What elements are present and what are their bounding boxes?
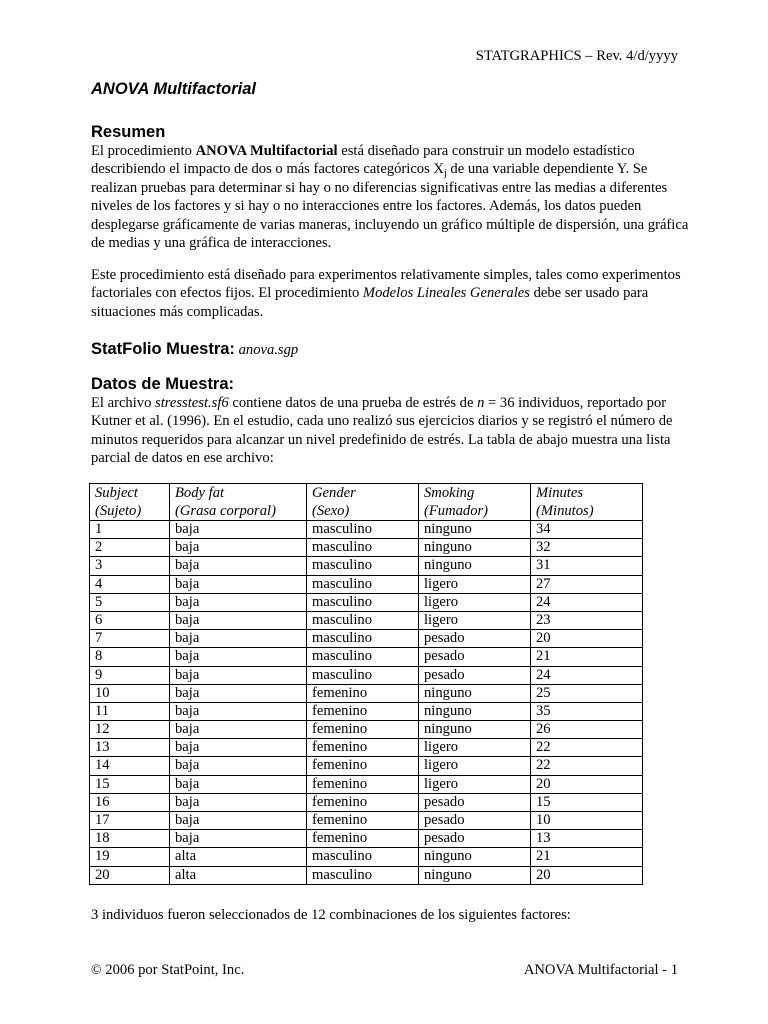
table-cell: 18 — [90, 830, 170, 848]
table-cell: 20 — [531, 866, 643, 884]
resumen-paragraph-2 — [91, 266, 691, 321]
table-cell: masculino — [307, 575, 419, 593]
table-cell: ligero — [419, 611, 531, 629]
resumen-paragraph-1 — [91, 142, 691, 252]
table-cell: pesado — [419, 666, 531, 684]
table-row — [90, 575, 643, 593]
table-cell: femenino — [307, 757, 419, 775]
table-cell: baja — [170, 812, 307, 830]
table-row — [90, 812, 643, 830]
table-row — [90, 648, 643, 666]
table-header-row — [90, 484, 643, 521]
table-row — [90, 521, 643, 539]
table-cell: femenino — [307, 793, 419, 811]
statfolio-heading: StatFolio Muestra: — [91, 340, 235, 358]
table-cell: 31 — [531, 557, 643, 575]
italic-filename: stresstest.sf6 — [155, 395, 229, 411]
table-cell: baja — [170, 557, 307, 575]
table-cell: masculino — [307, 648, 419, 666]
table-cell: baja — [170, 793, 307, 811]
table-cell: ninguno — [419, 866, 531, 884]
table-cell: ninguno — [419, 848, 531, 866]
table-cell: 1 — [90, 521, 170, 539]
table-cell: ninguno — [419, 684, 531, 702]
table-cell: ligero — [419, 757, 531, 775]
table-cell: 20 — [531, 630, 643, 648]
table-cell: 27 — [531, 575, 643, 593]
table-cell: 12 — [90, 721, 170, 739]
text-run: El procedimiento — [91, 143, 196, 159]
table-cell: masculino — [307, 593, 419, 611]
table-cell: 24 — [531, 666, 643, 684]
table-cell: masculino — [307, 866, 419, 884]
resumen-paragraph-2-block — [91, 266, 691, 321]
table-row — [90, 757, 643, 775]
table-cell: 16 — [90, 793, 170, 811]
resumen-heading: Resumen — [91, 123, 166, 141]
table-cell: 22 — [531, 757, 643, 775]
table-cell: 21 — [531, 848, 643, 866]
table-cell: ligero — [419, 593, 531, 611]
italic-n: n — [477, 395, 485, 411]
table-cell: 20 — [531, 775, 643, 793]
table-row — [90, 830, 643, 848]
table-cell: ninguno — [419, 521, 531, 539]
table-cell: 13 — [531, 830, 643, 848]
table-cell: femenino — [307, 721, 419, 739]
table-cell: baja — [170, 757, 307, 775]
footer-left — [91, 961, 244, 980]
table-cell: masculino — [307, 539, 419, 557]
table-row — [90, 684, 643, 702]
text-run: de una variable dependiente Y. Se realizan pruebas para determinar si hay o no diferencias significativas entre las medias a diferentes niveles de los factores y si hay o no interacciones entre los factores. Además, los datos pueden desplegarse gráficamente de varias maneras, incluyendo un gráfico múltiple de dispersión, una gráfica de medias y una gráfica de interacciones. — [91, 161, 689, 252]
table-cell: baja — [170, 630, 307, 648]
footer-page-label: ANOVA Multifactorial - 1 — [523, 962, 678, 978]
table-cell: 8 — [90, 648, 170, 666]
table-cell: femenino — [307, 684, 419, 702]
table-cell: 21 — [531, 648, 643, 666]
header-subject: Subject (Sujeto) — [90, 484, 170, 521]
table-cell: 17 — [90, 812, 170, 830]
table-row — [90, 702, 643, 720]
text-run: El archivo — [91, 395, 156, 411]
table-row — [90, 775, 643, 793]
table-row — [90, 721, 643, 739]
closing-sentence: 3 individuos fueron seleccionados de 12 combinaciones de los siguientes factores: — [91, 907, 571, 923]
table-cell: 19 — [90, 848, 170, 866]
table-cell: baja — [170, 666, 307, 684]
table-cell: 13 — [90, 739, 170, 757]
table-row — [90, 557, 643, 575]
subscript: j — [443, 168, 447, 180]
table-cell: femenino — [307, 812, 419, 830]
table-row — [90, 593, 643, 611]
table-cell: baja — [170, 721, 307, 739]
table-row — [90, 630, 643, 648]
table-cell: 14 — [90, 757, 170, 775]
table-cell: 7 — [90, 630, 170, 648]
text-run: debe ser usado para situaciones más complicadas. — [91, 285, 649, 320]
table-cell: 4 — [90, 575, 170, 593]
table-cell: 25 — [531, 684, 643, 702]
table-cell: masculino — [307, 557, 419, 575]
table-cell: 24 — [531, 593, 643, 611]
italic-term: Modelos Lineales Generales — [362, 285, 530, 302]
table-row — [90, 611, 643, 629]
table-cell: pesado — [419, 812, 531, 830]
datos-heading: Datos de Muestra: — [91, 375, 235, 393]
table-cell: ninguno — [419, 557, 531, 575]
table-cell: baja — [170, 575, 307, 593]
table-cell: baja — [170, 521, 307, 539]
table-cell: 20 — [90, 866, 170, 884]
table-cell: baja — [170, 775, 307, 793]
table-cell: baja — [170, 593, 307, 611]
table-cell: femenino — [307, 775, 419, 793]
resumen-section — [91, 122, 691, 252]
table-row — [90, 848, 643, 866]
text-run: Este procedimiento está diseñado para experimentos relativamente simples, tales como experimentos factoriales con efectos fijos. El procedimiento — [91, 267, 681, 302]
table-cell: 2 — [90, 539, 170, 557]
table-cell: alta — [170, 848, 307, 866]
header-minutes: Minutes (Minutos) — [531, 484, 643, 521]
table-cell: ninguno — [419, 702, 531, 720]
table-cell: pesado — [419, 648, 531, 666]
table-cell: baja — [170, 539, 307, 557]
datos-section — [91, 374, 691, 468]
table-cell: 32 — [531, 539, 643, 557]
table-cell: ligero — [419, 575, 531, 593]
table-cell: baja — [170, 684, 307, 702]
table-cell: 15 — [90, 775, 170, 793]
footer-copyright-text: 2006 por StatPoint, Inc. — [105, 962, 245, 978]
text-run: está diseñado para construir un modelo estadístico describiendo el impacto de dos o más factores categóricos X — [91, 143, 635, 178]
table-row — [90, 739, 643, 757]
copyright-icon: © — [91, 963, 102, 978]
page-title: ANOVA Multifactorial — [91, 80, 257, 98]
table-row — [90, 793, 643, 811]
table-cell: masculino — [307, 630, 419, 648]
header-body-fat: Body fat (Grasa corporal) — [170, 484, 307, 521]
table-cell: femenino — [307, 739, 419, 757]
table-cell: baja — [170, 611, 307, 629]
table-cell: baja — [170, 739, 307, 757]
table-cell: masculino — [307, 611, 419, 629]
table-row — [90, 866, 643, 884]
table-cell: ninguno — [419, 539, 531, 557]
table-cell: baja — [170, 702, 307, 720]
datos-paragraph — [91, 394, 691, 468]
header-gender: Gender (Sexo) — [307, 484, 419, 521]
table-cell: ligero — [419, 739, 531, 757]
text-run: contiene datos de una prueba de estrés de — [228, 395, 478, 411]
table-cell: masculino — [307, 521, 419, 539]
statfolio-file: anova.sgp — [238, 342, 299, 358]
header-smoking: Smoking (Fumador) — [419, 484, 531, 521]
table-row — [90, 666, 643, 684]
table-cell: ligero — [419, 775, 531, 793]
table-cell: pesado — [419, 793, 531, 811]
bold-term: ANOVA Multifactorial — [195, 143, 338, 159]
data-table — [89, 483, 643, 885]
table-cell: 6 — [90, 611, 170, 629]
text-run: = 36 individuos, reportado por Kutner et al. (1996). En el estudio, cada uno realizó sus ejercicios diarios y se registró el número de minutos requeridos para alcanzar un nivel predefinido de estrés. La tabla de abajo muestra una lista parcial de datos en ese archivo: — [91, 395, 673, 467]
table-cell: 23 — [531, 611, 643, 629]
table-cell: ninguno — [419, 721, 531, 739]
table-cell: 3 — [90, 557, 170, 575]
table-cell: femenino — [307, 702, 419, 720]
table-cell: femenino — [307, 830, 419, 848]
running-header: STATGRAPHICS – Rev. 4/d/yyyy — [475, 48, 678, 64]
table-cell: pesado — [419, 830, 531, 848]
statfolio-section — [91, 339, 691, 359]
table-cell: pesado — [419, 630, 531, 648]
table-cell: baja — [170, 830, 307, 848]
table-cell: 34 — [531, 521, 643, 539]
table-cell: 11 — [90, 702, 170, 720]
table-cell: baja — [170, 648, 307, 666]
table-cell: 9 — [90, 666, 170, 684]
table-cell: masculino — [307, 666, 419, 684]
table-cell: masculino — [307, 848, 419, 866]
table-cell: 15 — [531, 793, 643, 811]
table-row — [90, 539, 643, 557]
table-cell: 26 — [531, 721, 643, 739]
table-cell: 10 — [531, 812, 643, 830]
table-cell: 22 — [531, 739, 643, 757]
table-cell: 5 — [90, 593, 170, 611]
table-cell: alta — [170, 866, 307, 884]
table-cell: 35 — [531, 702, 643, 720]
table-cell: 10 — [90, 684, 170, 702]
